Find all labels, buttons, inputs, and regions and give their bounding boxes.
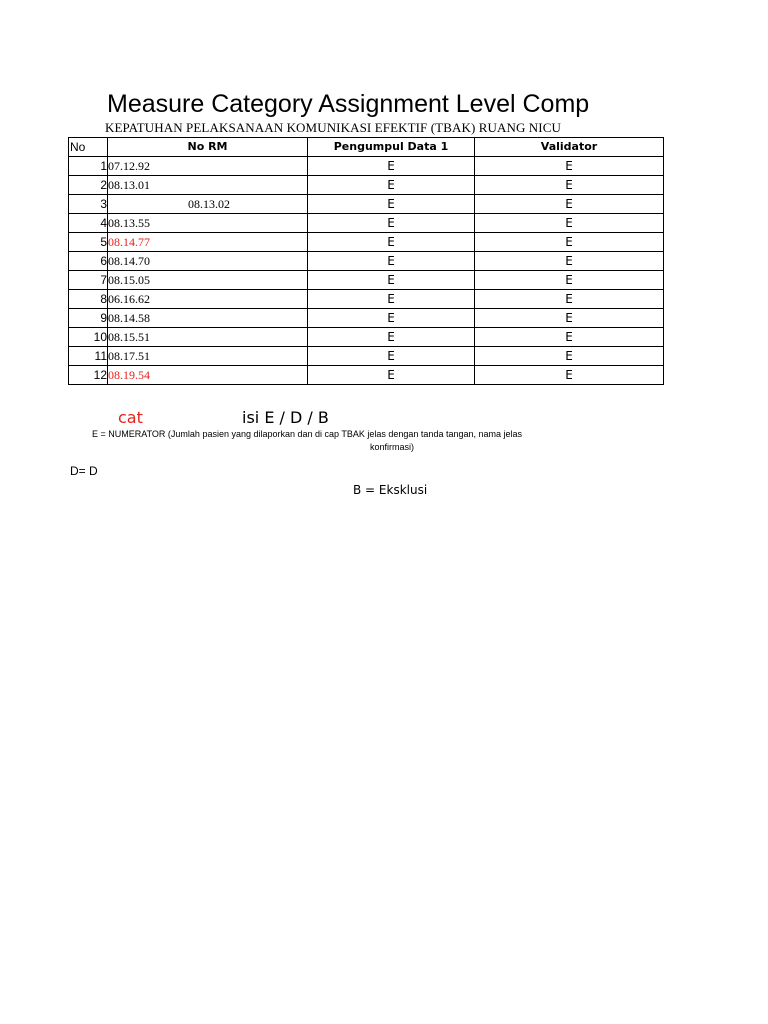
row-pengumpul[interactable]: E (308, 252, 475, 271)
row-no-rm[interactable]: 08.17.51 (108, 347, 308, 366)
table-row (69, 252, 664, 271)
row-pengumpul[interactable]: E (308, 214, 475, 233)
row-no[interactable]: 9 (69, 309, 108, 328)
row-no-rm[interactable]: 08.13.55 (108, 214, 308, 233)
row-no-rm[interactable]: 08.19.54 (108, 366, 308, 385)
row-no[interactable]: 8 (69, 290, 108, 309)
row-no[interactable]: 11 (69, 347, 108, 366)
row-validator[interactable]: E (475, 347, 664, 366)
table-row (69, 271, 664, 290)
table-row (69, 214, 664, 233)
page-title: Measure Category Assignment Level Comp (107, 90, 590, 118)
row-no[interactable]: 7 (69, 271, 108, 290)
data-table (68, 137, 664, 385)
table-row (69, 347, 664, 366)
row-no-rm[interactable]: 08.14.58 (108, 309, 308, 328)
row-pengumpul[interactable]: E (308, 271, 475, 290)
row-pengumpul[interactable]: E (308, 290, 475, 309)
row-no-rm[interactable]: 06.16.62 (108, 290, 308, 309)
table-row (69, 290, 664, 309)
header-pengumpul: Pengumpul Data 1 (308, 138, 475, 157)
row-validator[interactable]: E (475, 328, 664, 347)
header-no-rm: No RM (108, 138, 308, 157)
row-validator[interactable]: E (475, 366, 664, 385)
row-validator[interactable]: E (475, 214, 664, 233)
row-validator[interactable]: E (475, 271, 664, 290)
table-row (69, 157, 664, 176)
cat-label: cat (118, 408, 143, 427)
row-no-rm[interactable]: 08.13.01 (108, 176, 308, 195)
row-pengumpul[interactable]: E (308, 328, 475, 347)
b-definition: B = Eksklusi (353, 483, 428, 497)
row-no-rm[interactable]: 08.14.77 (108, 233, 308, 252)
row-validator[interactable]: E (475, 233, 664, 252)
row-no[interactable]: 1 (69, 157, 108, 176)
row-no[interactable]: 5 (69, 233, 108, 252)
d-definition: D= D (70, 464, 98, 478)
row-no[interactable]: 6 (69, 252, 108, 271)
row-pengumpul[interactable]: E (308, 309, 475, 328)
isi-legend: isi E / D / B (242, 408, 329, 427)
row-validator[interactable]: E (475, 290, 664, 309)
table-row (69, 195, 664, 214)
table-row (69, 366, 664, 385)
row-no-rm[interactable]: 08.15.05 (108, 271, 308, 290)
row-validator[interactable]: E (475, 176, 664, 195)
row-no-rm[interactable]: 08.14.70 (108, 252, 308, 271)
row-no-rm[interactable]: 07.12.92 (108, 157, 308, 176)
table-row (69, 233, 664, 252)
row-pengumpul[interactable]: E (308, 366, 475, 385)
row-pengumpul[interactable]: E (308, 195, 475, 214)
row-no[interactable]: 12 (69, 366, 108, 385)
numerator-note-line2: konfirmasi) (369, 442, 414, 452)
row-pengumpul[interactable]: E (308, 233, 475, 252)
table-header-row (69, 138, 664, 157)
table-row (69, 328, 664, 347)
table-row (69, 176, 664, 195)
row-pengumpul[interactable]: E (308, 176, 475, 195)
numerator-note-line1: E = NUMERATOR (Jumlah pasien yang dilaporkan dan di cap TBAK jelas dengan tanda tangan, nama jelas (92, 429, 523, 439)
header-validator: Validator (475, 138, 664, 157)
header-no: No (69, 138, 108, 157)
row-no[interactable]: 10 (69, 328, 108, 347)
row-no-rm[interactable]: 08.15.51 (108, 328, 308, 347)
table-row (69, 309, 664, 328)
page-subtitle: KEPATUHAN PELAKSANAAN KOMUNIKASI EFEKTIF (TBAK) RUANG NICU (105, 120, 561, 135)
row-validator[interactable]: E (475, 157, 664, 176)
row-no[interactable]: 3 (69, 195, 108, 214)
numerator-note (68, 428, 596, 454)
row-validator[interactable]: E (475, 195, 664, 214)
row-validator[interactable]: E (475, 309, 664, 328)
row-validator[interactable]: E (475, 252, 664, 271)
row-pengumpul[interactable]: E (308, 157, 475, 176)
row-no[interactable]: 2 (69, 176, 108, 195)
row-no-rm[interactable]: 08.13.02 (108, 195, 308, 214)
row-pengumpul[interactable]: E (308, 347, 475, 366)
row-no[interactable]: 4 (69, 214, 108, 233)
